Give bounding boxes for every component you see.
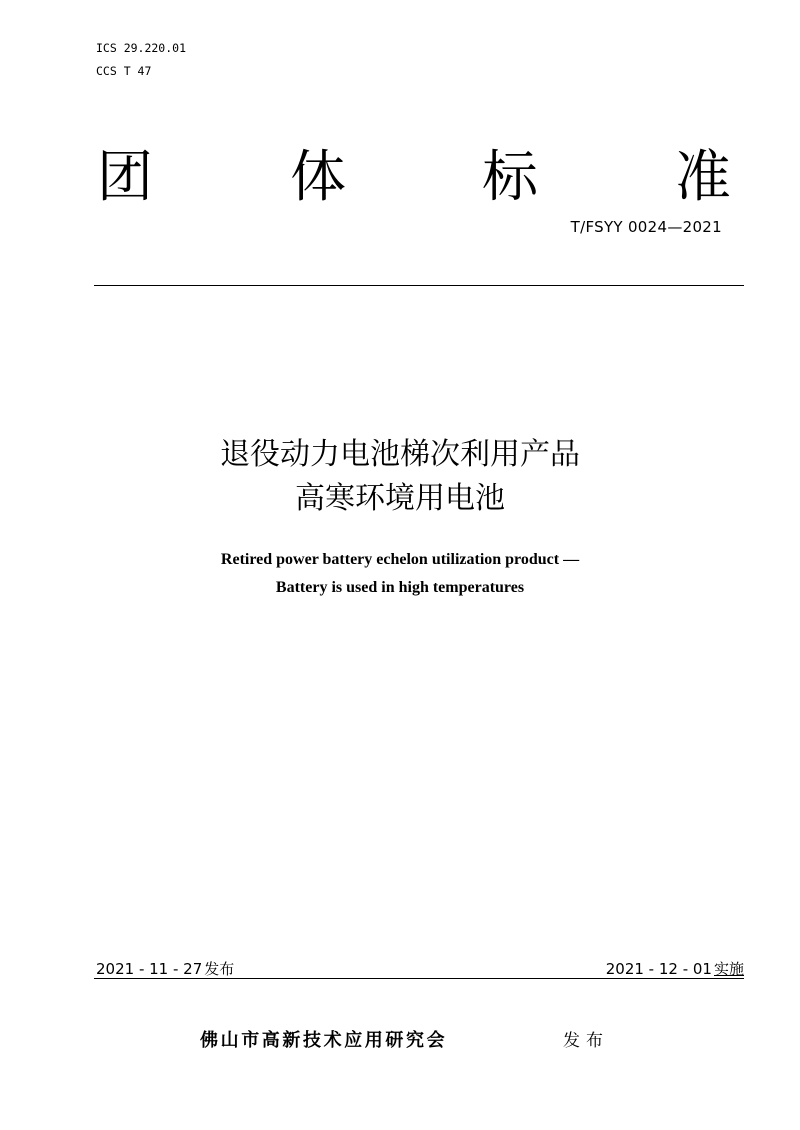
top-divider [94,285,744,286]
issue-label: 发布 [204,960,235,978]
ics-code: ICS 29.220.01 [96,41,187,55]
bottom-divider [94,978,744,979]
title-en-line-2: Battery is used in high temperatures [275,579,525,596]
title-zh-line-1: 退役动力电池梯次利用产品 [220,437,580,472]
implement-date-block [606,960,744,978]
standard-type-char-2: 体 [290,145,346,210]
publish-label: 发布 [563,1031,609,1051]
publisher-name: 佛山市高新技术应用研究会 [200,1030,448,1051]
standard-type-char-3: 标 [482,145,538,210]
title-zh-line-2: 高寒环境用电池 [295,481,505,516]
implement-label: 实施 [713,960,744,978]
standard-type-char-1: 团 [97,145,153,210]
standard-type-char-4: 准 [675,145,731,210]
implement-date: 2021 - 12 - 01 [605,960,712,978]
ccs-code: CCS T 47 [96,64,152,78]
standard-number: T/FSYY 0024—2021 [570,218,722,236]
title-en-line-1: Retired power battery echelon utilization product — [220,551,580,568]
issue-date: 2021 - 11 - 27 [96,960,203,978]
issue-date-block [96,960,234,978]
